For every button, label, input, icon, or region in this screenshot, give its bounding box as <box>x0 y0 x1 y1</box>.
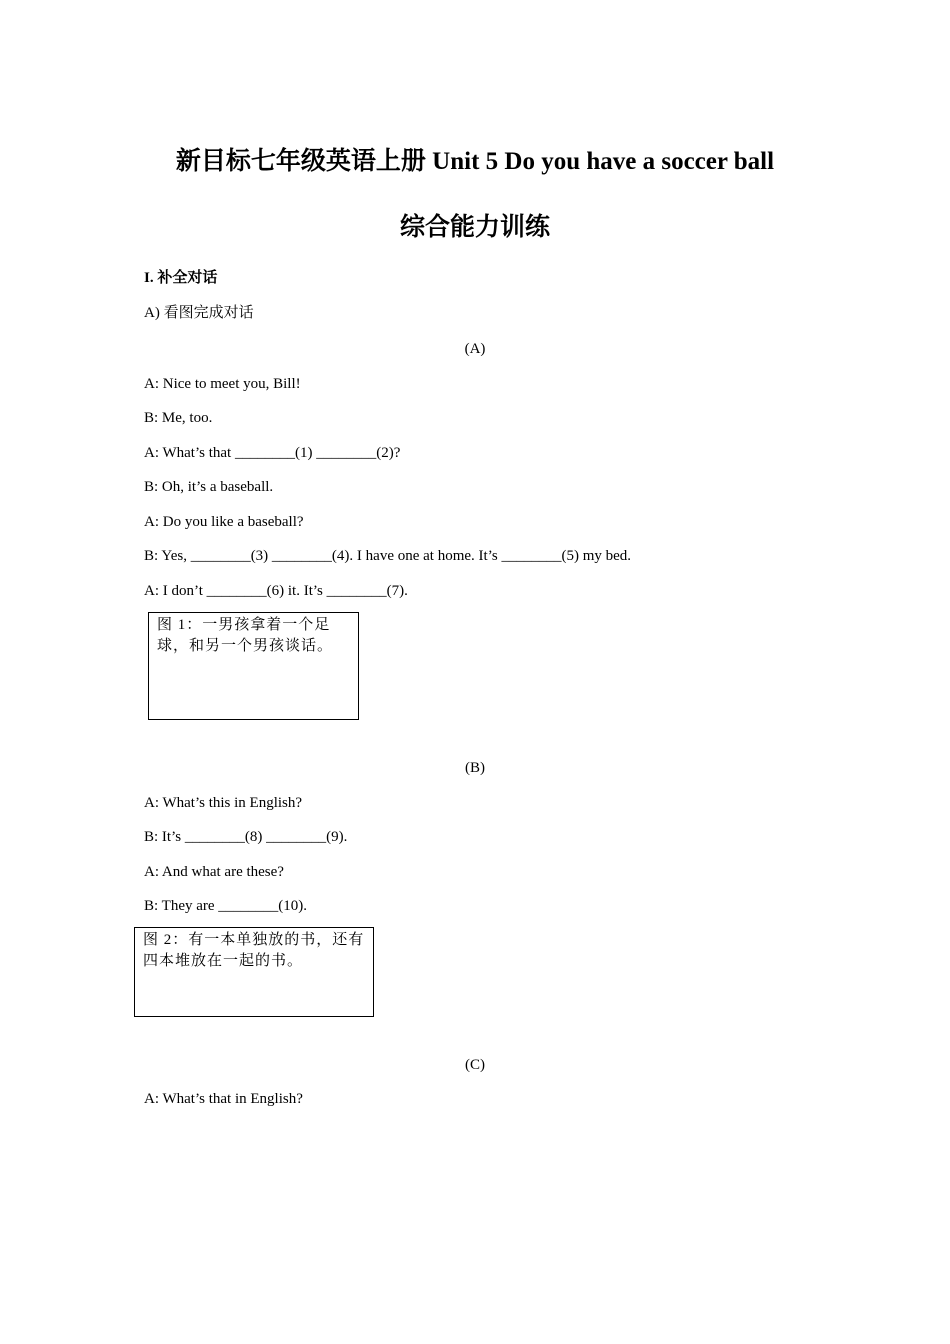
dialog-b-label: (B) <box>465 760 485 776</box>
dialog-line: B: They are ________(10). <box>144 898 308 914</box>
dialog-line: B: Me, too. <box>144 410 213 426</box>
section-subheading: A) 看图完成对话 <box>144 305 254 321</box>
document-subtitle: 综合能力训练 <box>399 214 550 241</box>
dialog-line: A: Nice to meet you, Bill! <box>144 376 301 392</box>
section-heading: I. 补全对话 <box>144 270 218 286</box>
figure-2-placeholder: 图 2：有一本单独放的书，还有四本堆放在一起的书。 <box>134 927 374 1017</box>
dialog-line: A: And what are these? <box>144 864 284 880</box>
dialog-line: A: I don’t ________(6) it. It’s ________(7). <box>144 583 408 599</box>
figure-1-placeholder: 图 1：一男孩拿着一个足球，和另一个男孩谈话。 <box>148 612 359 720</box>
dialog-line: B: Oh, it’s a baseball. <box>144 479 274 495</box>
document-title: 新目标七年级英语上册 Unit 5 Do you have a soccer ball <box>175 148 775 175</box>
dialog-a-label: (A) <box>464 341 486 357</box>
dialog-line: A: What’s that ________(1) ________(2)? <box>144 445 401 461</box>
dialog-c-label: (C) <box>465 1057 485 1073</box>
dialog-line: A: What’s this in English? <box>144 795 303 811</box>
dialog-line: A: Do you like a baseball? <box>144 514 304 530</box>
dialog-line: B: It’s ________(8) ________(9). <box>144 829 348 845</box>
dialog-line: A: What’s that in English? <box>144 1091 303 1107</box>
dialog-line: B: Yes, ________(3) ________(4). I have one at home. It’s ________(5) my bed. <box>144 548 632 564</box>
